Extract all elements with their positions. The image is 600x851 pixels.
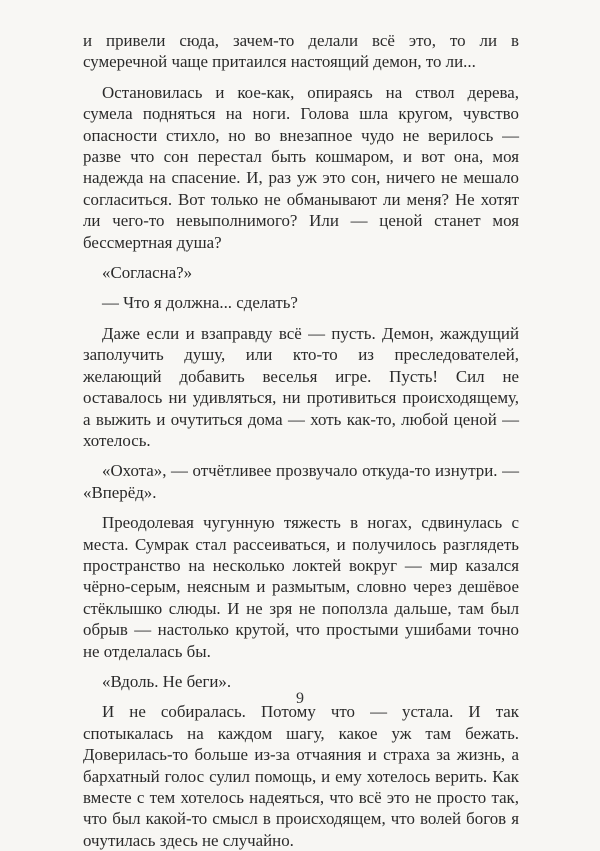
body-text [83,30,519,851]
paragraph-9: И не собиралась. Потому что — устала. И так спотыкалась на каждом шагу, какое уж там бежать. Доверилась-то больше из-за отчаяния и страха за жизнь, а бархатный голос сулил помощь, и ему хотелось верить. Как вместе с тем хотелось надеяться, что всё это не просто так, что был какой-то смысл в происходящем, что волей богов я очутилась здесь не случайно. [83,702,519,850]
paragraph-3-dialogue: «Согласна?» [102,263,193,283]
paragraph-5: Даже если и взаправду всё — пусть. Демон, жаждущий заполучить душу, или кто-то из преследователей, желающий добавить веселья игре. Пусть! Сил не оставалось ни удивляться, ни противиться происходящему, а выжить и очутиться дома — хоть как-то, любой ценой — хотелось. [83,323,519,450]
paragraph-6-dialogue: «Охота», — отчётливее прозвучало откуда-то изнутри. — «Вперёд». [83,461,519,502]
page-number: 9 [296,690,304,707]
paragraph-4-dialogue: — Что я должна... сделать? [102,293,298,313]
paragraph-7: Преодолевая чугунную тяжесть в ногах, сдвинулась с места. Сумрак стал рассеиваться, и получилось разглядеть пространство на несколько локтей вокруг — мир казался чёрно-серым, неясным и размытым, словно через дешёвое стёклышко слюды. И не зря не поползла дальше, там был обрыв — настолько крутой, что простыми ушибами точно не отделалась бы. [83,513,519,661]
paragraph-1: и привели сюда, зачем-то делали всё это, то ли в сумеречной чаще притаился настоящий демон, то ли... [83,31,519,72]
paragraph-2: Остановилась и кое-как, опираясь на ствол дерева, сумела подняться на ноги. Голова шла кругом, чувство опасности стихло, но во внезапное чудо не верилось — разве что сон перестал быть кошмаром, и вот она, моя надежда на спасение. И, раз уж это сон, ничего не мешало согласиться. Вот только не обманывают ли меня? Не хотят ли чего-то невыполнимого? Или — ценой станет моя бессмертная душа? [83,82,519,252]
paragraph-8-dialogue: «Вдоль. Не беги». [102,671,232,691]
